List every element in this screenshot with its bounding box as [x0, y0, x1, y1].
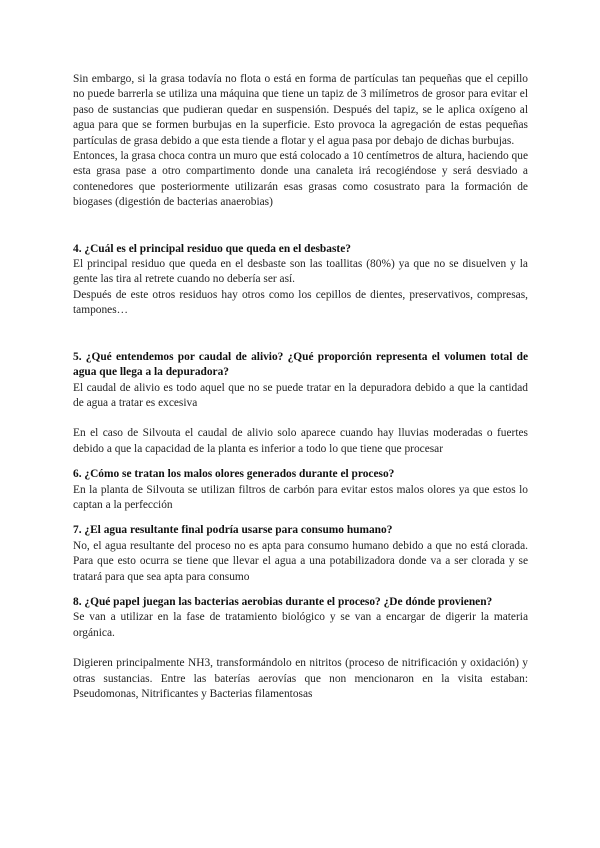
question-4-heading: 4. ¿Cuál es el principal residuo que queda en el desbaste? — [73, 242, 351, 255]
question-8-heading: 8. ¿Qué papel juegan las bacterias aerobias durante el proceso? ¿De dónde provienen? — [73, 595, 493, 608]
question-8-paragraph-1: Se van a utilizar en la fase de tratamiento biológico y se van a encargar de digerir la materia orgánica. — [73, 611, 528, 639]
document-page — [73, 72, 528, 702]
question-6-paragraph-1: En la planta de Silvouta se utilizan filtros de carbón para evitar estos malos olores ya que estos lo captan a la perfección — [73, 483, 528, 511]
question-7-heading: 7. ¿El agua resultante final podría usarse para consumo humano? — [73, 524, 393, 537]
intro-paragraph-2: Entonces, la grasa choca contra un muro que está colocado a 10 centímetros de altura, haciendo que esta grasa pase a otro compartimento donde una canaleta irá recogiéndose y será desviado a contenedores que posteriormente utilizarán esas grasas como cosustrato para la formación de biogases (digestión de bacterias anaerobias) — [73, 150, 528, 209]
question-5-paragraph-2: En el caso de Silvouta el caudal de alivio solo aparece cuando hay lluvias moderadas o fuertes debido a que la capacidad de la planta es inferior a todo lo que tiene que procesar — [73, 427, 528, 455]
question-8-paragraph-2: Digieren principalmente NH3, transformándolo en nitritos (proceso de nitrificación y oxidación) y otras sustancias. Entre las baterías aerovías que non mencionaron en la visita estaban: Pseudomonas, Nitrificantes y Bacterias filamentosas — [73, 657, 528, 700]
question-5-paragraph-1: El caudal de alivio es todo aquel que no se puede tratar en la depuradora debido a que la cantidad de agua a tratar es excesiva — [73, 381, 528, 409]
question-6-heading: 6. ¿Cómo se tratan los malos olores generados durante el proceso? — [73, 468, 395, 481]
question-4-paragraph-2: Después de este otros residuos hay otros como los cepillos de dientes, preservativos, compresas, tampones… — [73, 288, 528, 317]
intro-paragraph-1: Sin embargo, si la grasa todavía no flota o está en forma de partículas tan pequeñas que el cepillo no puede barrerla se utiliza una máquina que tiene un tapiz de 3 milímetros de grosor para evitar el paso de sustancias que pudieran quedar en suspensión. Después del tapiz, se le aplica oxígeno al agua para que se formen burbujas en la superficie. Esto provoca la agregación de estas pequeñas partículas de grasa debido a que esta tiende a flotar y el agua pasa por debajo de dichas burbujas. — [73, 73, 528, 147]
question-7-paragraph-1: No, el agua resultante del proceso no es apta para consumo humano debido a que no está clorada. Para que esto ocurra se tiene que llevar el agua a una potabilizadora donde va a ser clorada y se tratará para que sea apta para consumo — [73, 539, 528, 583]
question-5-heading: 5. ¿Qué entendemos por caudal de alivio? ¿Qué proporción representa el volumen total de agua que llega a la depuradora? — [73, 350, 528, 379]
question-4-paragraph-1: El principal residuo que queda en el desbaste son las toallitas (80%) ya que no se disuelven y la gente las tira al retrete cuando no debería ser así. — [73, 258, 528, 286]
